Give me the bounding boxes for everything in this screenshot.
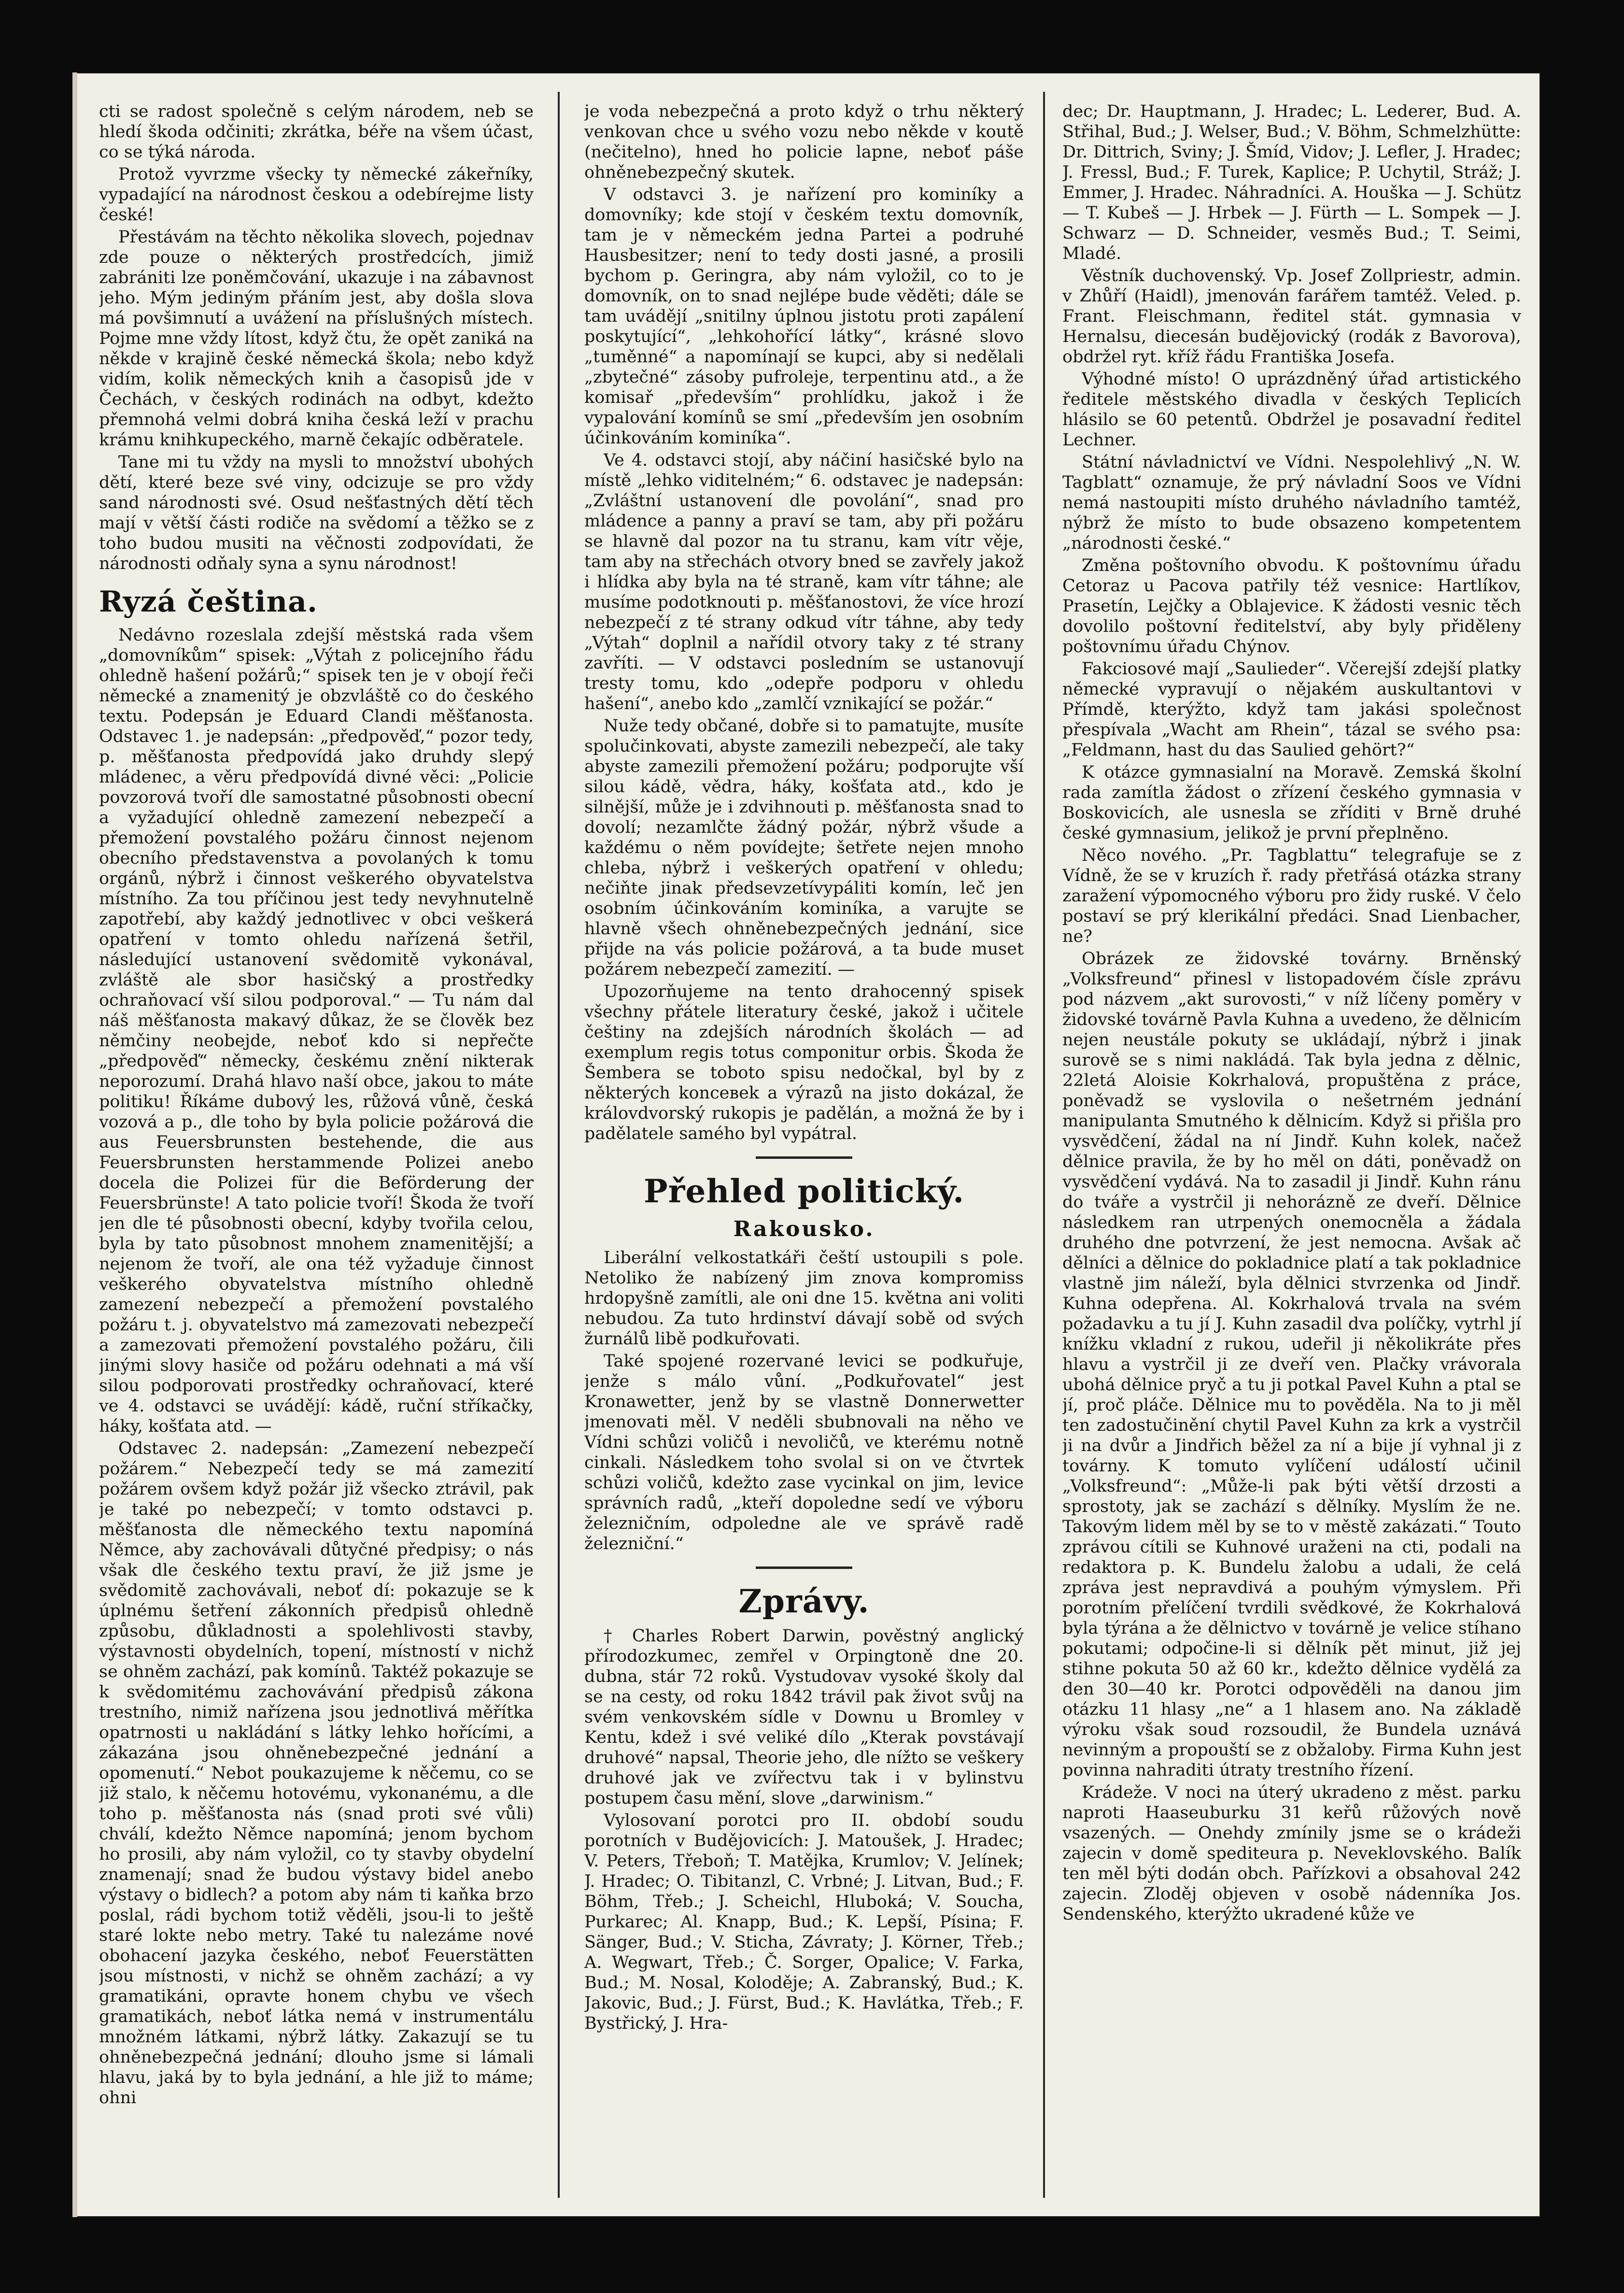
newspaper-page (72, 72, 1540, 2217)
paragraph: Také spojené rozervané levici se podkuřuje, jenže s málo vůní. „Podkuřovatel“ jest Kronawetter, jenž by se vlastně Donnerwetter jmenovati měl. V neděli sbubnovali na něho ve Vídni schůzi voličů i nevoličů, ve kterému notně cinkali. Následkem toho svolal si on ve čtvrtek schůzi voličů, kdežto zase vycinkal on jim, levice správních radů, „kteří dopoledne sedí ve výboru železničním, odpoledne ale ve správě radě železniční.“ (584, 1352, 1024, 1553)
paragraph: Nuže tedy občané, dobře si to pamatujte, musíte spolučinkovati, abyste zamezili nebezpečí, ale taky abyste zamezili přemožení požáru; podporujte vší silou kádě, vědra, háky, košťata atd., kdo je silnější, může je i zdvihnouti p. měšťanosta snad to dovolí; nezamlčte žádný požár, nýbrž všude a každému o něm povídejte; šetřete nejen mnoho chleba, nýbrž i veškerých opatření v ohledu; nečiňte jinak předsevzetívypáliti komín, leč jen osobním účinkováním kominíka, a varujte se hlavně všech ohněnebezpečných jednání, sice přijde na vás policie požárová, a ta bude muset požárem nebezpečí zamezití. — (584, 716, 1024, 979)
paragraph: † Charles Robert Darwin, pověstný anglický přírodozkumec, zemřel v Orpingtoně dne 20. dubna, stár 72 roků. Vystudovav vysoké školy dal se na cesty, od roku 1842 trávil pak život svůj na svém venkovském sídle v Downu u Bromley v Kentu, kdež i své veliké dílo „Kterak povstávají druhové“ napsal, Theorie jeho, dle nížto se veškery druhové jak ve zvířectvu tak i v bylinstvu postupem času mění, slove „darwinism.“ (584, 1626, 1024, 1808)
column-3 (1062, 101, 1521, 2188)
section-divider (756, 1156, 852, 1159)
heading-ryza-cestina: Ryzá čeština. (99, 585, 318, 619)
paragraph: Vylosovaní porotci pro II. období soudu porotních v Budějovicích: J. Matoušek, J. Hradec; V. Peters, Třeboň; T. Matějka, Krumlov; V. Jelínek; J. Hradec; O. Tibitanzl, C. Vrbné; J. Litvan, Bud.; F. Böhm, Třeb.; J. Scheichl, Hluboká; V. Soucha, Purkarec; Al. Knapp, Bud.; K. Lepší, Písina; F. Sänger, Bud.; V. Sticha, Závraty; J. Körner, Třeb.; A. Wegwart, Třeb.; Č. Sorger, Opalice; V. Farka, Bud.; M. Nosal, Kolodějе; A. Zabranský, Bud.; K. Jakovic, Bud.; J. Fürst, Bud.; K. Havlátka, Třeb.; F. Bystřický, J. Hra- (584, 1811, 1024, 2033)
news-item: Státní návladnictví ve Vídni. Nespolehlivý „N. W. Tagblatt“ oznamuje, že prý návladní Soos ve Vídni nemá nastoupiti místo druhého návladního tamtéž, nýbrž že místo to bude obsazeno kompetentem „národnosti české.“ (1062, 453, 1521, 553)
column-rule-2 (1043, 92, 1045, 2198)
heading-zpravy: Zprávy. (738, 1582, 870, 1620)
paragraph: Liberální velkostatkáři čeští ustoupili s pole. Netoliko že nabízený jim znova kompromiss hrdopyšně zamítli, ale oni dne 15. května ani voliti nebudou. Za tuto hrdinství dávají sobě od svých žurnálů libě podkuřovati. (584, 1248, 1024, 1349)
paragraph: Ve 4. odstavci stojí, aby náčiní hasičské bylo na místě „lehko viditelném;“ 6. odstavec je nadepsán: „Zvláštní ustanovení dle povolání“, snad pro mládence a panny a praví se tam, aby při požáru se hlavně dal pozor na tu stranu, kam vítr věje, tam aby na střechách otvory bned se zavřely jakož i hlídka aby byla na té straně, kam vítr táhne; ale musíme podotknouti p. měšťanostovi, že více hrozí nebezpečí z té strany odkud vítr táhne, aby tedy „Výtah“ doplnil a nařídil otvory taky z té strany zavříti. — V odstavci posledním se ustanovují tresty tomu, kdo „odepře podporu v ohledu hašení“, anebo kdo „zamlčí vznikající se požár.“ (584, 451, 1024, 713)
page-edge-shadow (72, 72, 77, 2217)
column-2 (584, 101, 1024, 2188)
paragraph: cti se radost společně s celým národem, neb se hledí škoda odčiniti; zkrátka, béře na všem účast, co se týká národa. (99, 102, 534, 162)
heading-prehled-politicky: Přehled politický. (643, 1172, 965, 1210)
paragraph: Nedávno rozeslala zdejší městská rada všem „domovníkům“ spisek: „Výtah z policejního řádu ohledně hašení požárů;“ spisek ten je v obojí řeči německé a znamenitý je obzvláště co do českého textu. Podepsán je Eduard Clandi měšťanosta. Odstavec 1. je nadepsán: „předpověď,“ pozor tedy, p. měšťanosta předpovídá jako druhdy slepý mládenec, a věru předpovídá divné věci: „Policie povzorová tvoří dle samostatné působnosti obecní a vyžadující ohledně zamezení nebezpečí a přemožení povstalého požáru činnost nejenom obecního představenstva a povolaných k tomu orgánů, nýbrž i činnost veškerého obyvatelstva místního. Za tou příčinou jest tedy nevyhnutelně zapotřebí, aby každý jednotlivec v obci veškerá opatření v tomto ohledu nařízená šetřil, následující ustanovení svědomitě vykonával, zvláště ale sbor hasičský a prostředky ochraňovací vší silou podporoval.“ — Tu nám dal náš měšťanosta makavý důkaz, že se člověk bez němčiny neobejde, neboť kdo si nepřečte „předpověď“ německy, českému znění nikterak neporozumí. Drahá hlavo naší obce, jakou to máte politiku! Říkáme dubový les, růžová vůně, česká vozová a p., dle toho by byla policie požárová die aus Feuersbrunsten bestehende, die aus Feuersbrunsten herstammende Polizei anebo docela die Polizei für die Beförderung der Feuersbrünste! A tato policie tvoří! Škoda že tvoří jen dle té působnosti obecní, kdyby tvořila celou, byla by tato působnost mnohem znamenitější; a nejenom že tvoří, ale ona též vyžaduje činnost veškerého obyvatelstva místního ohledně zamezení nebezpečí a přemožení povstalého požáru t. j. obyvatelstvo má zamezovati nebezpečí a zamezovati přemožení povstalého požáru, čili jinými slovy hasiče od požáru odehnati a má vší silou podporovati prostředky ochraňovací, které ve 4. odstavci se uvádějí: kádě, ruční stříkačky, háky, košťata atd. — (99, 626, 534, 1436)
paragraph: Přestávám na těchto několika slovech, pojednav zde pouze o některých prostředcích, jimiž zabrániti lze poněmčování, ukazuje i na zábavnost jeho. Mým jediným přáním jest, aby došla slova má povšimnutí a uvážení na příslušných místech. Pojme mne vždy lítost, když čtu, že opět zaniká na někde v krajině české německá škola; nebo když vidím, kolik německých knih a časopisů jde v Čechách, v českých rodinách na odbyt, kdežto přemnohá velmi dobrá kniha česká leží v prachu krámu knihkupeckého, marně čekajíc odběratele. (99, 228, 534, 450)
news-item: Fakciosové mají „Saulieder“. Včerejší zdejší platky německé vypravují o nějakém auskultantovi v Přímdě, kterýžto, když tam jakási společnost přespívala „Wacht am Rhein“, tázal se svého psa: „Feldmann, hast du das Saulied gehört?“ (1062, 659, 1521, 760)
paragraph: dec; Dr. Hauptmann, J. Hradec; L. Lederer, Bud. A. Střihal, Bud.; J. Welser, Bud.; V. Böhm, Schmelzhütte: Dr. Dittrich, Sviny; J. Šmíd, Vidov; J. Lefler, J. Hradec; J. Fressl, Bud.; F. Turek, Kaplice; P. Uchytil, Stráž; J. Emmer, J. Hradec. Náhradníci. A. Houška — J. Schütz — T. Kubeš — J. Hrbek — J. Fürth — L. Sompek — J. Schwarz — D. Schneider, vesměs Bud.; T. Seimi, Mladé. (1062, 102, 1521, 263)
section-divider (756, 1567, 852, 1569)
news-item: Výhodné místo! O uprázdněný úřad artistického ředitele městského divadla v českých Teplicích hlásilo se 60 petentů. Obdržel je posavadní ředitel Lechner. (1062, 370, 1521, 450)
news-item: K otázce gymnasialní na Moravě. Zemská školní rada zamítla žádost o zřízení českého gymnasia v Boskovicích, ale usnesla se zříditi v Brně druhé české gymnasium, jelikož je první přeplněno. (1062, 763, 1521, 843)
heading-rakousko: Rakousko. (733, 1217, 875, 1241)
paragraph: Odstavec 2. nadepsán: „Zamezení nebezpečí požárem.“ Nebezpečí tedy se má zamezití požárem ovšem když požár již všecko ztrávil, pak je také po nebezpečí; v tomto odstavci p. měšťanosta dle německého textu napomíná Němce, aby zachovávali důtyčné předpisy; o nás však dle českého textu praví, že již jsme je svědomitě zachovávali, neboť dí: pokazuje se k úplnému šetření zákonních předpisů ohledně způsobu, důkladnosti a spolehlivosti stavby, výstavnosti obydelních, topení, místností v nichž se ohněm zachází, pak komínů. Taktéž pokazuje se k svědomitému zachovávání předpisů zákona trestního, nimiž nařízena jsou jednotlivá měřítka opatrnosti u nakládání s látky lehko hořícími, a zákazána jsou ohněnebezpečné jednání a opomenutí.“ Nebot poukazujeme k něčemu, co se již stalo, k něčemu hotovému, vykonanému, a dle toho p. měšťanosta nás (snad proti své vůli) chválí, kdežto Němce napomíná; jenom bychom ho prosili, aby nám vyložil, co ty stavby obydelní znamenají; snad že budou výstavy bidel anebo výstavy o bidlech? a potom aby nám ti kaňka brzo poslal, rádi bychom totiž věděli, jsou-li to ještě staré lokte nebo metry. Také tu nalezáme nové obohacení jazyka českého, neboť Feuerstätten jsou místnosti, v nichž se ohněm zachází; a vy gramatikáni, opravte honem chybu ve všech gramatikách, neboť látka nemá v instrumentálu množném látkami, nýbrž látky. Zakazují se tu ohněnebezpečná jednání; dlouho jsme si lámali hlavu, jaká by to byla jednání, a hle již to máme; ohni (99, 1439, 534, 2108)
paragraph: Upozorňujeme na tento drahocenný spisek všechny přátele literatury české, jakož i učitele češtiny na zdejších národních školách — ad exemplum regis totus componitur orbis. Škoda že Šembera se toboto spisu nedočkal, byl by z některých konceвek a výrazů na jisto dokázal, že královdvorský rukopis je padělán, a možná že by i padělatele samého byl vypátral. (584, 982, 1024, 1143)
column-1 (99, 101, 534, 2188)
news-item: Změna poštovního obvodu. K poštovnímu úřadu Cetoraz u Pacova patřily též vesnice: Hartlíkov, Prasetín, Lejčky a Oblajevice. K žádosti vesnic těch dovolilo poštovní ředitelství, aby byly přiděleny poštovnímu úřadu Chýnov. (1062, 556, 1521, 656)
paragraph: Protož vyvrzme všecky ty německé zákeřníky, vypadající na národnost českou a odebírejme listy české! (99, 165, 534, 225)
paragraph: je voda nebezpečná a proto když o trhu některý venkovan chce u svého vozu nebo někde v koutě (nečitelno), hned ho policie lapne, neboť páše ohněnebezpečný skutek. (584, 102, 1024, 182)
news-item: Obrázek ze židovské továrny. Brněnský „Volksfreund“ přinesl v listopadovém čísle zprávu pod názvem „akt surovosti,“ v níž líčeny poměry v židovské továrně Pavla Kuhna a uvedeno, že dělnicím nejen neustále pokuty se ukládají, nýbrž i jinak surově se s nimi nakládá. Tak byla jedna z dělnic, 22letá Aloisie Kokrhalová, propuštěna z práce, poněvadž se vyslovila o nešetrném jednání manipulanta Smutného k dělnicím. Když si přišla pro vysvědčení, žádal na ní Jindř. Kuhn kolek, načež dělnice pravila, že by ho měl on dáti, poněvadž on vysvědčení vydává. Na to zasadil ji Jindř. Kuhn ránu do tváře a vystrčil ji nehorázně ze dveří. Dělnice následkem ran utrpených onemocněla a žádala druhého dne potvrzení, že jest nemocna. Avšak ač dělníci a dělnice do pokladnice platí a tak pokladnice vlastně jim náleží, byla dělnici stvrzenka od Jindř. Kuhna odepřena. Al. Kokrhalová trvala na svém požadavku a tu jí J. Kuhn zasadil dva políčky, vytrhl jí knížku vkladní z rukou, udeřil ji několikráte přes hlavu a vystrčil ji ze dveří ven. Plačky vrávorala ubohá dělnice pryč a tu ji potkal Pavel Kuhn a ptal se jí, proč pláče. Dělnice mu to pověděla. Na to ji měl ten zadostučinění chytil Pavel Kuhn za krk a vystrčil ji na dvůr a Jindřich běžel za ní a bije jí vyhnal ji z továrny. K tomuto vylíčení událostí učinil „Volksfreund“: „Může-li pak býti větší drzosti a sprostoty, jak se zachází s dělníky. Myslím že ne. Takovým lidem měl by se to v městě zakázati.“ Touto zprávou cítili se Kuhnové uraženi na cti, podali na redaktora p. K. Bundelu žalobu a udali, že celá zpráva jest nepravdivá a pouhým výmyslem. Při porotním přelíčení tvrdili svědkové, že Kokrhalová byla týrána a že dělnictvo v továrně je velice stíhano pokutami; odpočine-li si dělník pět minut, již jej stihne pokuta 50 až 60 kr., kdežto dělnice vydělá za den 30—40 kr. Porotci odpověděli na danou jim otázku 11 hlasy „ne“ a 1 hlasem ano. Na základě výroku však soud rozsoudil, že Bundela uznává nevinným a propouští se z obžaloby. Firma Kuhn jest povinna nahraditi útraty trestního řízení. (1062, 949, 1521, 1780)
news-item: Něco nového. „Pr. Tagblattu“ telegrafuje se z Vídně, že se v kruzích ř. rady přetřásá otázka strany zaražení výpomocného výboru pro židy ruské. V čelo postaví se prý klerikální předáci. Snad Lienbacher, ne? (1062, 846, 1521, 946)
news-item: Krádeže. V noci na úterý ukradeno z měst. parku naproti Haaseuburku 31 keřů růžových nově vsazených. — Onehdy zmínily jsme se o krádeži zajecin v domě spediteura p. Neveklovského. Balík ten měl býti dodán obch. Pařízkovi a obsahoval 242 zajecin. Zloděj objeven v osobě nádenníka Jos. Sendenského, kterýžto ukradené kůže ve (1062, 1783, 1521, 1924)
paragraph: V odstavci 3. je nařízení pro kominíky a domovníky; kde stojí v českém textu domovník, tam je v německém jedna Partei a podruhé Hausbesitzer; není to tedy dosti jasné, a prosili bychom p. Geringra, aby nám vyložil, co to je domovník, on to snad nejlépe bude věděti; dále se tam uvádějí „snitilny úplnou jistotu proti zapálení poskytující“, „lehkohořící látky“, krásné slovo „tuměnné“ a napomínají se kupci, aby si nedělali „zbytečné“ zásoby pufrolejе, terpentinu atd., a že komisař „především“ prohlídku, jakož i že vypalování komínů se smí „především jen osobním účinkováním kominíka“. (584, 185, 1024, 448)
paragraph: Tane mi tu vždy na mysli to množství ubohých dětí, které beze své viny, odcizuje se pro vždy sand národnosti své. Osud nešťastných dětí těch mají v větší části rodiče na svědomí a těžko se z toho budou musiti na věčnosti zodpovídati, že národnosti odňaly syna a synu národnost! (99, 453, 534, 573)
news-item: Věstník duchovenský. Vp. Josef Zollpriestr, admin. v Zhůří (Haidl), jmenován farářem tamtéž. Veled. p. Frant. Fleischmann, ředitel stát. gymnasia v Hernalsu, diecesán budějovický (rodák z Bavorova), obdržel ryt. kříž řádu Františka Josefa. (1062, 266, 1521, 367)
column-rule-1 (558, 92, 560, 2198)
